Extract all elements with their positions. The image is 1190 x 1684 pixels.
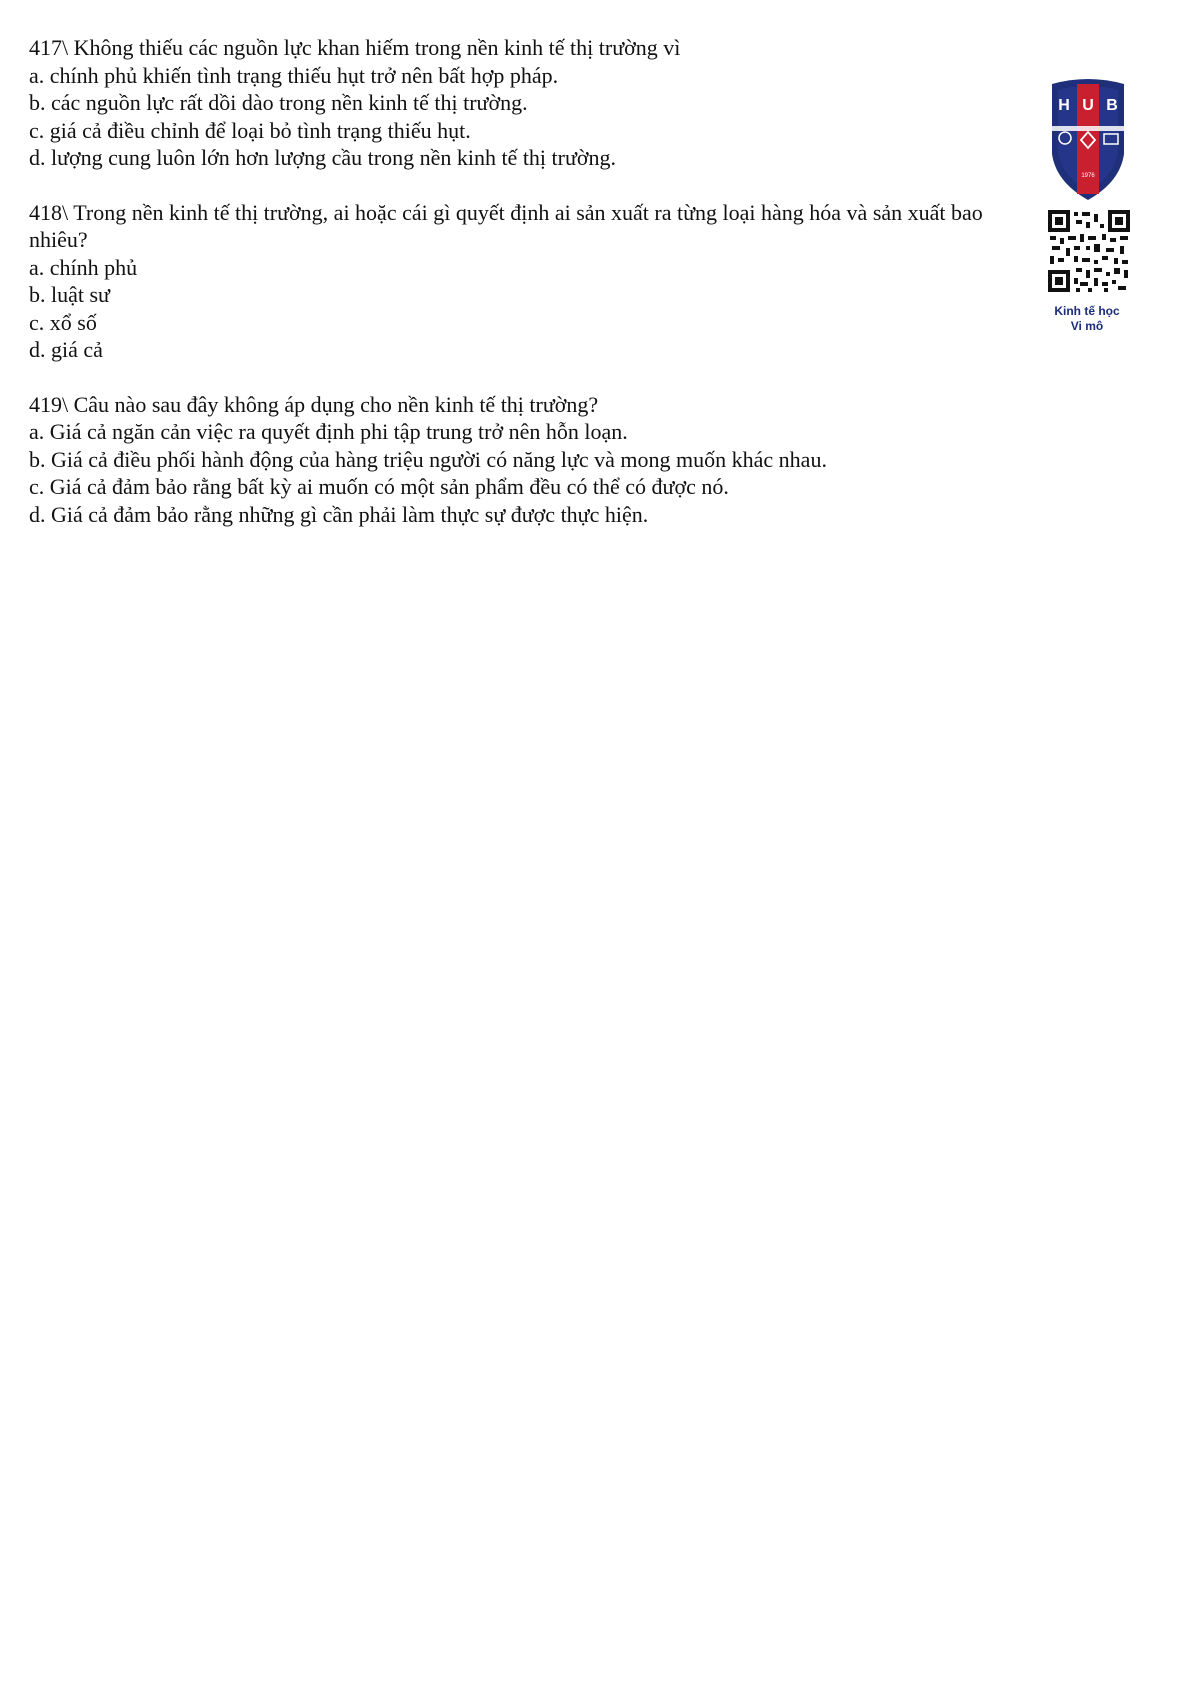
question-418: [29, 199, 1019, 364]
answer-option: a. chính phủ: [29, 254, 138, 280]
answer-option: b. các nguồn lực rất dồi dào trong nền kinh tế thị trường.: [29, 90, 528, 115]
answer-option: d. giá cả: [29, 337, 103, 362]
answer-option: d. lượng cung luôn lớn hơn lượng cầu trong nền kinh tế thị trường.: [29, 145, 617, 170]
answer-option: a. chính phủ khiến tình trạng thiếu hụt trở nên bất hợp pháp.: [29, 62, 559, 88]
answer-option: c. xổ số: [29, 309, 97, 335]
svg-text:B: B: [1106, 97, 1118, 114]
svg-text:1976: 1976: [1081, 173, 1095, 179]
question-stem: 419\ Câu nào sau đây không áp dụng cho nền kinh tế thị trường?: [29, 391, 599, 417]
brand-label-line1: Kinh tế học: [1054, 304, 1120, 318]
question-419: [29, 391, 1019, 529]
svg-text:U: U: [1082, 97, 1094, 114]
answer-option: d. Giá cả đảm bảo rằng những gì cần phải làm thực sự được thực hiện.: [29, 501, 649, 527]
svg-text:H: H: [1058, 97, 1070, 114]
brand-label: [1036, 304, 1138, 334]
question-417: [29, 34, 1019, 172]
qr-code: [1048, 210, 1130, 292]
answer-option: b. luật sư: [29, 282, 110, 307]
question-stem: 417\ Không thiếu các nguồn lực khan hiếm trong nền kinh tế thị trường vì: [29, 35, 681, 60]
answer-option: b. Giá cả điều phối hành động của hàng triệu người có năng lực và mong muốn khác nhau.: [29, 446, 827, 472]
question-list: [29, 34, 1019, 555]
answer-option: a. Giá cả ngăn cản việc ra quyết định phi tập trung trở nên hỗn loạn.: [29, 419, 628, 444]
hub-logo: [1046, 76, 1130, 204]
answer-option: c. giá cả điều chỉnh để loại bỏ tình trạng thiếu hụt.: [29, 117, 471, 143]
question-stem: 418\ Trong nền kinh tế thị trường, ai hoặc cái gì quyết định ai sản xuất ra từng loại hàng hóa và sản xuất bao nhiêu?: [29, 199, 983, 252]
answer-option: c. Giá cả đảm bảo rằng bất kỳ ai muốn có một sản phẩm đều có thể có được nó.: [29, 474, 729, 499]
brand-label-line2: Vi mô: [1070, 319, 1104, 333]
